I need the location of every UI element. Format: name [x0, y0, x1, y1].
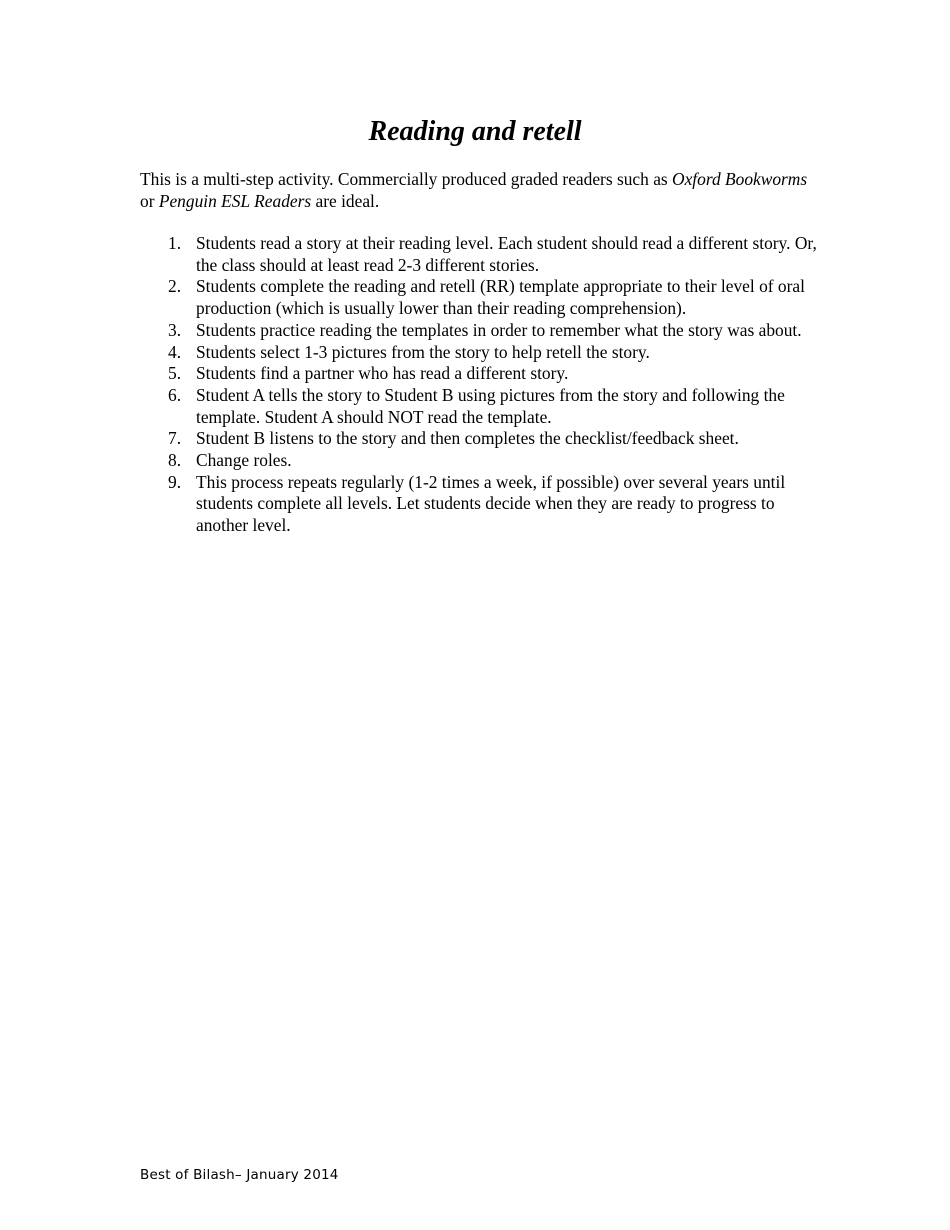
intro-book-penguin: Penguin ESL Readers	[158, 191, 312, 211]
intro-text-2: or	[140, 191, 159, 211]
step-text: Students complete the reading and retell (RR) template appropriate to their level of oral production (which is usually lower than their reading comprehension).	[196, 276, 805, 319]
step-text: Students read a story at their reading level. Each student should read a different story. Or, the class should at least read 2-3 different stories.	[196, 233, 817, 275]
list-item	[140, 450, 820, 472]
list-item	[140, 385, 820, 428]
step-text: Students find a partner who has read a different story.	[196, 363, 569, 384]
list-item	[140, 363, 820, 385]
step-text: Students practice reading the templates in order to remember what the story was about.	[196, 319, 802, 340]
intro-text-1: This is a multi-step activity. Commercially produced graded readers such as	[140, 169, 673, 189]
intro-text-3: are ideal.	[311, 191, 380, 211]
list-item	[140, 472, 820, 537]
step-number: 2.	[168, 276, 182, 297]
list-item	[140, 320, 820, 342]
list-item	[140, 276, 820, 319]
page-footer: Best of Bilash– January 2014	[140, 1167, 339, 1183]
list-item	[140, 428, 820, 450]
list-item	[140, 342, 820, 364]
list-item	[140, 233, 820, 276]
step-text: Student B listens to the story and then completes the checklist/feedback sheet.	[196, 428, 739, 449]
intro-book-oxford: Oxford Bookworms	[672, 169, 808, 189]
step-number: 4.	[168, 341, 182, 362]
step-text: Student A tells the story to Student B using pictures from the story and following the template. Student A should NOT read the template.	[196, 384, 785, 427]
step-text: Students select 1-3 pictures from the story to help retell the story.	[196, 341, 650, 362]
step-number: 3.	[168, 319, 182, 340]
steps-list	[140, 233, 820, 537]
step-number: 1.	[168, 233, 182, 253]
step-number: 7.	[168, 428, 182, 449]
step-number: 5.	[168, 363, 182, 384]
step-number: 9.	[168, 471, 182, 492]
step-number: 8.	[168, 450, 182, 471]
intro-paragraph	[140, 168, 810, 212]
step-text: This process repeats regularly (1-2 times a week, if possible) over several years until students complete all levels. Let students decide when they are ready to progress to another level.	[196, 471, 786, 536]
page-title: Reading and retell	[368, 116, 582, 147]
step-text: Change roles.	[196, 450, 292, 471]
step-number: 6.	[168, 384, 182, 405]
